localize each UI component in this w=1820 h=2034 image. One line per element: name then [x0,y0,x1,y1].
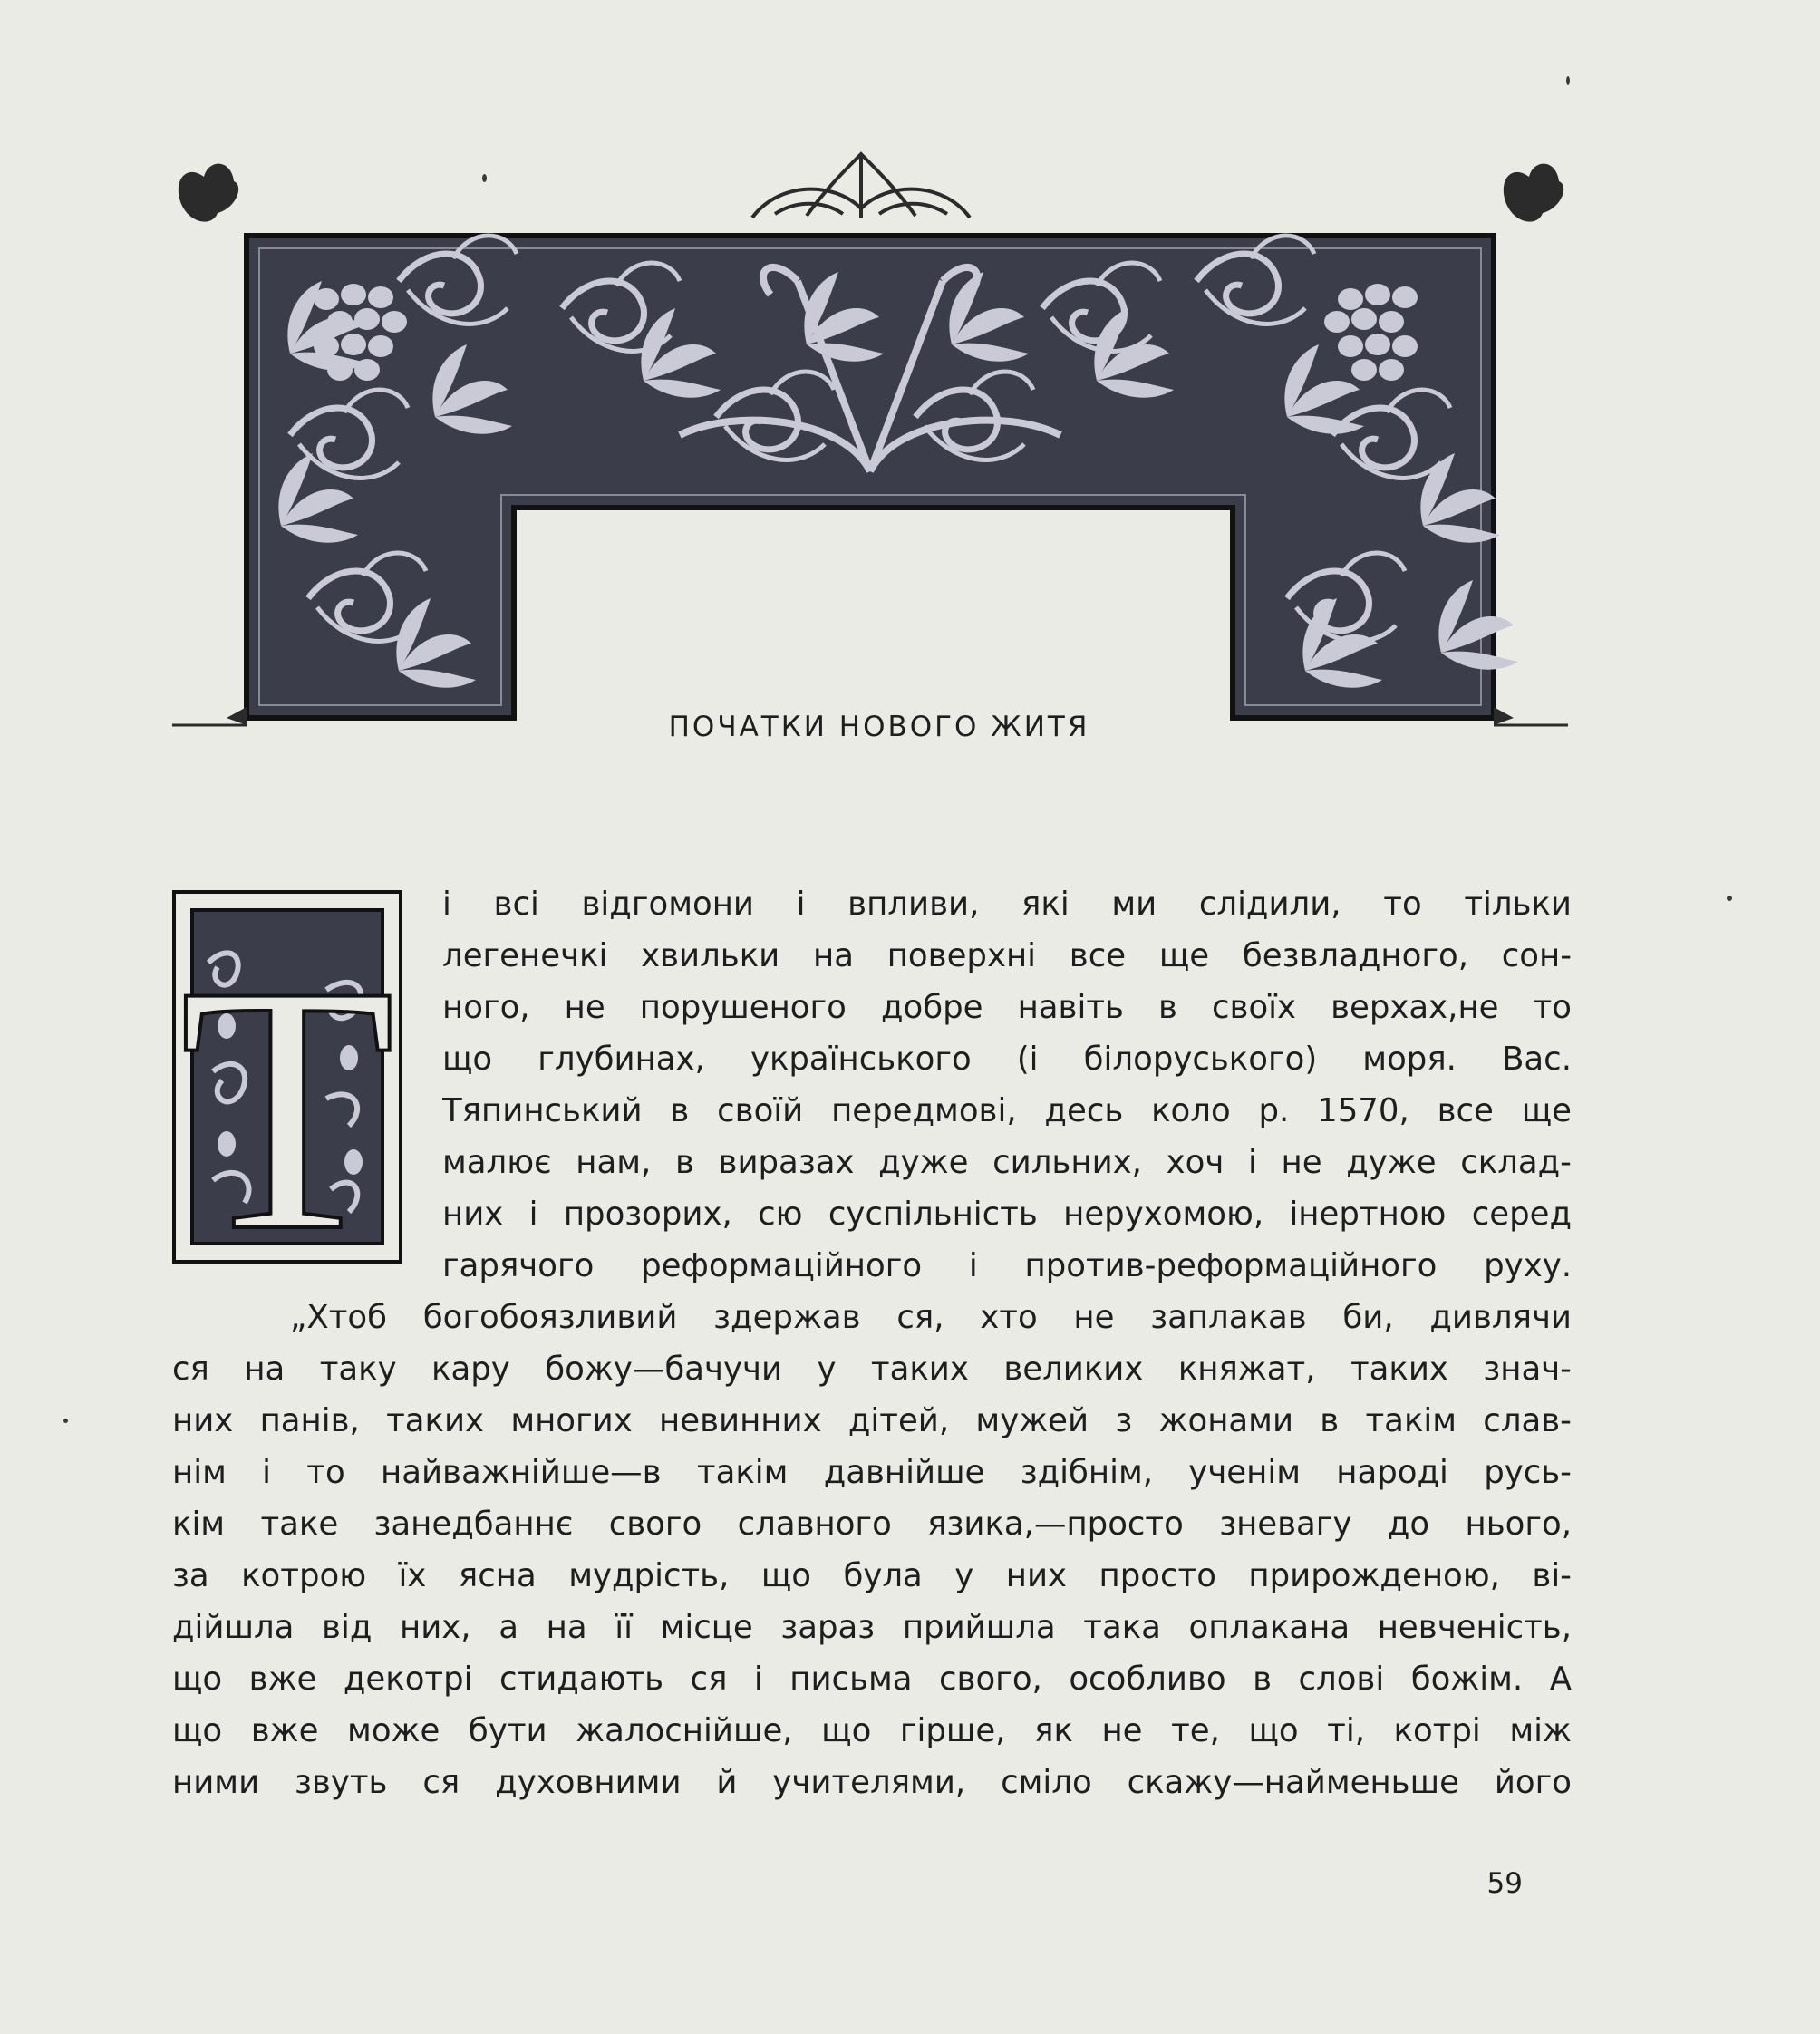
body-line: за котрою їх ясна мудрість, що була у них просто прирожденою, ві- [172,1557,1572,1594]
body-line: „Хтоб богобоязливий здержав ся, хто не заплакав би, дивлячи [290,1299,1572,1336]
body-line: малює нам, в виразах дуже сильних, хоч і не дуже склад- [442,1144,1572,1181]
body-line: гарячого реформаційного і против-реформаційного руху. [442,1247,1572,1284]
chapter-title: ПОЧАТКИ НОВОГО ЖИТЯ [668,711,1090,743]
drop-cap-ornament-icon [172,890,402,1264]
body-line: ся на таку кару божу—бачучи у таких великих княжат, таких знач- [172,1351,1572,1388]
floral-headpiece-icon [172,145,1568,752]
body-line: що вже декотрі стидають ся і письма свого, особливо в слові божім. А [172,1661,1572,1698]
body-line: що глубинах, українського (і білоруського) моря. Вас. [442,1041,1572,1078]
body-line: легенечкі хвильки на поверхні все ще безвладного, сон- [442,937,1572,974]
body-line: ними звуть ся духовними й учителями, сміло скажу—найменьше його [172,1764,1572,1801]
body-line: і всі відгомони і впливи, які ми слідили, то тільки [442,886,1572,923]
body-line: них панів, таких многих невинних дітей, мужей з жонами в такім слав- [172,1402,1572,1439]
scan-speck [1727,896,1732,901]
body-line: кім таке занедбаннє свого славного язика,—просто зневагу до нього, [172,1506,1572,1543]
body-line: Тяпинський в своїй передмові, десь коло р. 1570, все ще [442,1092,1572,1129]
body-line: нім і то найважнійше—в такім давнійше здібнім, ученім народі русь- [172,1454,1572,1491]
drop-cap-letter: Т [179,913,396,1264]
page-number: 59 [1486,1867,1523,1900]
body-line: ного, не порушеного добре навіть в своїх верхах,не то [442,989,1572,1026]
scan-speck [63,1419,68,1423]
body-line: що вже може бути жалоснійше, що гірше, як не те, що ті, котрі між [172,1712,1572,1749]
body-line: дійшла від них, а на її місце зараз прийшла така оплакана невченість, [172,1609,1572,1646]
body-line: них і прозорих, сю суспільність нерухомою, інертною серед [442,1196,1572,1233]
scan-speck [482,174,487,182]
scan-speck [1566,76,1570,85]
